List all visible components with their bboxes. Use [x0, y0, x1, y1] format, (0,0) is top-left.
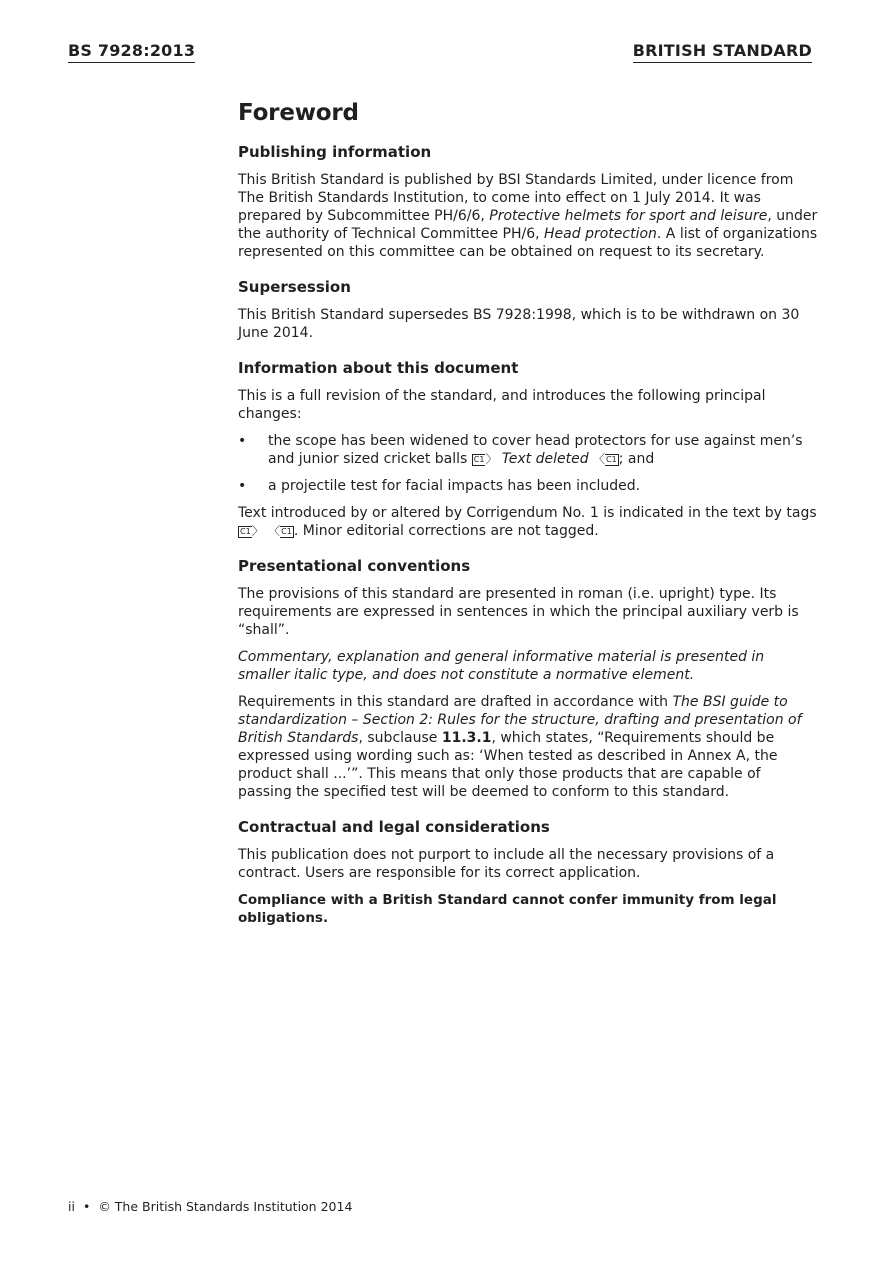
section-presentational-conventions: [238, 557, 818, 801]
tag-angle: 〈: [268, 524, 281, 538]
tag-angle: 〉: [251, 524, 264, 538]
tag-label: C1: [473, 455, 485, 464]
text-run: Compliance with a British Standard cannot confer immunity from legal obligations.: [238, 892, 777, 926]
section-information-about-document: [238, 359, 818, 540]
text-run: Commentary, explanation and general informative material is presented in smaller italic type, and does not constitute a normative element.: [238, 649, 765, 683]
subclause-number: 11.3.1: [441, 730, 492, 746]
corrigendum-close-tag-icon: [605, 454, 619, 466]
tag-label: C1: [240, 527, 251, 536]
text-run: . A list of organizations represented on this committee can be obtained on request to its secretary.: [238, 226, 818, 260]
tag-angle: 〈: [593, 452, 606, 466]
text-run: , under the authority of Technical Committee PH/6,: [238, 208, 818, 242]
text-run: , subclause: [358, 730, 442, 746]
page-title: Foreword: [238, 100, 359, 126]
header-publisher: BRITISH STANDARD: [633, 41, 812, 63]
page-number: ii: [68, 1199, 75, 1214]
paragraph: [238, 846, 818, 882]
header-document-code: BS 7928:2013: [68, 41, 195, 63]
paragraph: [238, 306, 818, 342]
guide-title: The BSI guide to standardization – Section 2: Rules for the structure, drafting and presentation of British Standards: [238, 694, 802, 746]
deleted-text-note: Text deleted: [501, 451, 589, 467]
paragraph: [238, 504, 818, 540]
paragraph: [238, 171, 818, 261]
section-heading: Supersession: [238, 278, 351, 296]
section-heading: Presentational conventions: [238, 557, 471, 575]
text-run: Text introduced by or altered by Corrigendum No. 1 is indicated in the text by tags: [238, 505, 817, 521]
copyright-notice: © The British Standards Institution 2014: [98, 1199, 353, 1214]
committee-title: Head protection: [544, 226, 657, 242]
compliance-notice: [238, 891, 818, 927]
text-run: This British Standard is published by BSI Standards Limited, under licence from The British Standards Institution, to come into effect on 1 July 2014. It was prepared by Subcommittee PH/6/6,: [238, 172, 794, 224]
footer-bullet-icon: •: [82, 1199, 91, 1214]
corrigendum-open-tag-icon: [238, 526, 252, 538]
corrigendum-close-tag-icon: [280, 526, 294, 538]
section-heading: Publishing information: [238, 143, 432, 161]
bullet-icon: •: [238, 478, 247, 494]
foreword-content: [238, 99, 818, 944]
section-supersession: [238, 278, 818, 342]
text-run: The provisions of this standard are presented in roman (i.e. upright) type. Its requirements are expressed in sentences in which the principal auxiliary verb is “shall”.: [238, 586, 799, 638]
section-heading: Information about this document: [238, 359, 519, 377]
text-run: ; and: [618, 451, 655, 467]
tag-label: C1: [606, 455, 617, 464]
text-run: , which states, “Requirements should be expressed using wording such as: ‘When tested as described in Annex A, the product shall ...’”. This means that only those products that are capable of passing the specified test will be deemed to conform to this standard.: [238, 730, 778, 800]
text-run: Requirements in this standard are drafted in accordance with: [238, 694, 673, 710]
text-run: This is a full revision of the standard, and introduces the following principal changes:: [238, 388, 766, 422]
paragraph: [238, 585, 818, 639]
page-footer: [68, 1199, 360, 1214]
text-run: This publication does not purport to include all the necessary provisions of a contract. Users are responsible for its correct application.: [238, 847, 775, 881]
text-run: This British Standard supersedes BS 7928:1998, which is to be withdrawn on 30 June 2014.: [238, 307, 800, 341]
text-run: the scope has been widened to cover head protectors for use against men’s and junior sized cricket balls: [268, 433, 803, 467]
commentary-paragraph: [238, 648, 818, 684]
tag-label: C1: [281, 527, 292, 536]
bullet-icon: •: [238, 433, 247, 449]
subcommittee-title: Protective helmets for sport and leisure: [489, 208, 768, 224]
text-run: a projectile test for facial impacts has been included.: [268, 478, 641, 494]
section-publishing-information: [238, 143, 818, 261]
section-contractual-legal: [238, 818, 818, 927]
list-item: [238, 432, 818, 468]
paragraph: [238, 693, 818, 801]
changes-list: [238, 432, 818, 495]
list-item: [238, 477, 818, 495]
section-heading: Contractual and legal considerations: [238, 818, 550, 836]
corrigendum-open-tag-icon: [472, 454, 486, 466]
tag-angle: 〉: [485, 452, 498, 466]
paragraph: [238, 387, 818, 423]
text-run: . Minor editorial corrections are not tagged.: [293, 523, 599, 539]
